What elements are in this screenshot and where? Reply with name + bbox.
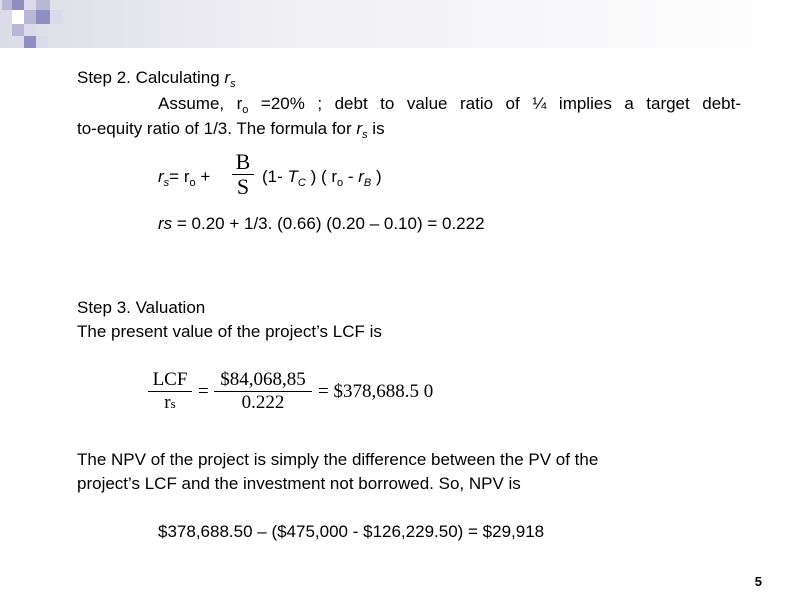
step2-line2-a: to-equity ratio of 1/3. The formula for xyxy=(77,119,357,138)
step2-line2-var: r xyxy=(356,119,363,138)
fraction-numerator-b: B xyxy=(235,149,251,174)
step2-line1-b: =20% ; debt to value ratio of ¼ implies a target debt- xyxy=(248,94,741,113)
formula-equals: = xyxy=(198,381,209,402)
step2-line2 xyxy=(77,119,385,141)
npv-result: $378,688.50 – ($475,000 - $126,229.50) = $29,918 xyxy=(158,522,545,541)
step2-line1-sub: o xyxy=(242,104,249,116)
formula-rs-var: r xyxy=(158,167,164,186)
conclusion-line2: project’s LCF and the investment not borrowed. So, NPV is xyxy=(77,474,521,493)
step2-title-sub: s xyxy=(230,78,236,90)
formula-tail-b: ) ( r xyxy=(305,167,337,186)
formula-rs-lhs xyxy=(158,167,210,189)
formula-rs-eq: = r xyxy=(169,167,190,186)
formula-lcf-over-rs xyxy=(148,369,192,415)
formula-ro-sub: o xyxy=(189,177,196,189)
step3-line: The present value of the project’s LCF is xyxy=(77,322,382,341)
step2-line2-b: is xyxy=(367,119,385,138)
step2-title xyxy=(77,68,236,90)
formula-rb-sub: B xyxy=(363,177,372,189)
formula-tail-c: - xyxy=(343,167,359,186)
formula-rb-var: r xyxy=(358,167,364,186)
fraction-denominator-sub: s xyxy=(170,396,176,411)
step3-title: Step 3. Valuation xyxy=(77,298,206,317)
header-decoration-bar xyxy=(0,0,810,48)
formula-tc-sub: C xyxy=(297,177,306,189)
step2-line1-a: Assume, r xyxy=(158,94,243,113)
formula-calc-text: = 0.20 + 1/3. (0.66) (0.20 – 0.10) = 0.222 xyxy=(172,214,485,233)
step2-line1 xyxy=(158,94,741,116)
formula-b-over-s xyxy=(232,150,254,199)
formula-rs-calculation xyxy=(158,214,485,234)
conclusion-line1: The NPV of the project is simply the difference between the PV of the xyxy=(77,450,599,469)
formula-pv-fraction xyxy=(214,369,312,414)
formula-rs-sub: s xyxy=(163,177,170,189)
formula-tail-a: (1- xyxy=(262,167,288,186)
step2-line2-sub: s xyxy=(362,129,368,141)
fraction-denominator-r: r xyxy=(164,392,171,413)
fraction-denominator-rate: 0.222 xyxy=(241,392,285,413)
formula-tail-ro-sub: o xyxy=(337,177,344,189)
formula-calc-var: rs xyxy=(158,214,173,233)
formula-plus: + xyxy=(195,167,211,186)
step2-title-var: r xyxy=(224,68,231,87)
formula-tc-var: T xyxy=(287,167,298,186)
formula-tail-d: ) xyxy=(371,167,382,186)
formula-pv-result: = $378,688.5 0 xyxy=(318,381,434,402)
formula-rs-rhs xyxy=(262,167,382,189)
step2-title-text: Step 2. Calculating xyxy=(77,68,225,87)
slide-number: 5 xyxy=(754,574,762,589)
fraction-denominator-s: S xyxy=(236,174,250,199)
fraction-numerator-lcf: LCF xyxy=(152,369,188,390)
fraction-numerator-cashflow: $84,068,85 xyxy=(220,369,306,390)
